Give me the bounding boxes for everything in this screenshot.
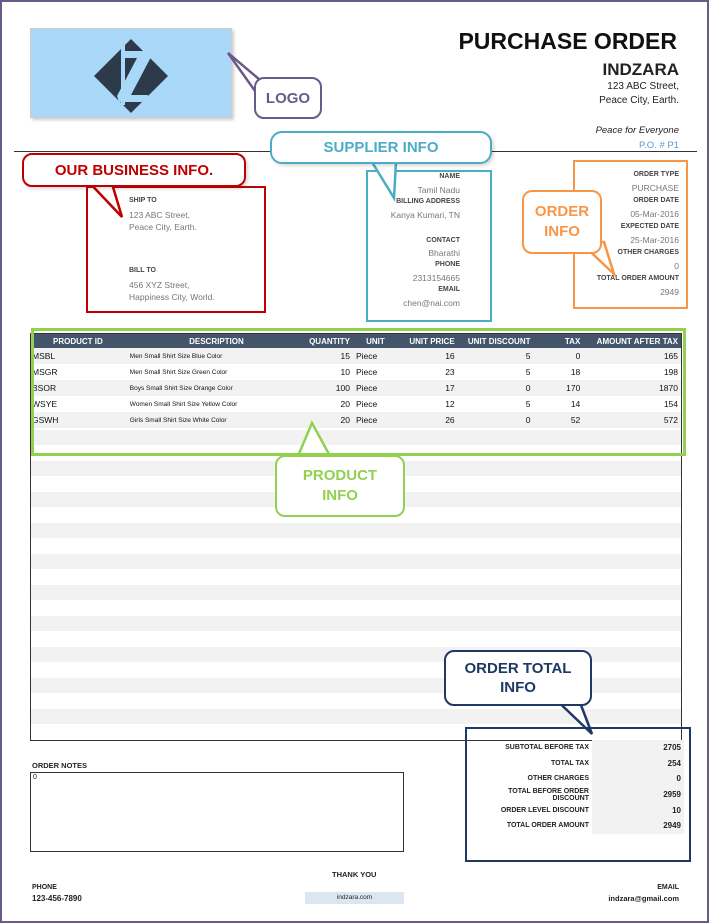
table-cell: 0 xyxy=(525,383,531,393)
business-callout: OUR BUSINESS INFO. xyxy=(22,153,246,187)
totals-value: 2949 xyxy=(592,818,684,834)
table-cell: 20 xyxy=(340,399,350,409)
totals-value: 254 xyxy=(592,756,684,772)
totals-label: OTHER CHARGES xyxy=(527,775,589,783)
table-cell: Piece xyxy=(355,415,378,425)
col-unit-price: UNIT PRICE xyxy=(398,334,458,348)
product-callout: PRODUCT INFO xyxy=(275,455,405,517)
col-unit: UNIT xyxy=(353,334,398,348)
bill-to-address: 456 XYZ Street, Happiness City, World. xyxy=(129,280,215,302)
table-cell: MSGR xyxy=(32,367,58,377)
col-amount: AMOUNT AFTER TAX xyxy=(583,334,681,348)
table-cell: 154 xyxy=(663,399,678,409)
totals-label: TOTAL BEFORE ORDER DISCOUNT xyxy=(508,787,589,802)
col-quantity: QUANTITY xyxy=(306,334,353,348)
table-cell: 23 xyxy=(445,367,455,377)
table-cell: GSWH xyxy=(32,415,59,425)
company-address: 123 ABC Street, Peace City, Earth. xyxy=(599,81,679,106)
table-cell: Men Small Shirt Size Green Color xyxy=(129,368,228,376)
po-number: P.O. # P1 xyxy=(639,140,679,151)
table-cell: 0 xyxy=(525,415,531,425)
totals-value: 0 xyxy=(592,771,684,787)
totals-value: 10 xyxy=(592,802,684,818)
footer-phone-label: PHONE xyxy=(32,884,57,891)
table-cell: 100 xyxy=(335,383,350,393)
table-cell: Women Small Shirt Size Yellow Color xyxy=(129,400,238,408)
table-cell: 198 xyxy=(663,367,678,377)
table-cell: 18 xyxy=(570,367,581,377)
thank-you: THANK YOU xyxy=(332,870,377,879)
order-details: ORDER TYPE PURCHASE ORDER DATE 05-Mar-2016 EXPECTED DATE 25-Mar-2016 OTHER CHARGES 0 TOTAL ORDER AMOUNT 2949 xyxy=(596,171,679,297)
table-cell: 16 xyxy=(445,351,455,361)
ship-to-label: SHIP TO xyxy=(129,197,157,204)
totals-label: SUBTOTAL BEFORE TAX xyxy=(505,744,589,752)
order-callout: ORDER INFO xyxy=(522,190,602,254)
company-logo xyxy=(30,28,232,118)
product-info-box xyxy=(31,328,686,456)
col-unit-discount: UNIT DISCOUNT xyxy=(458,334,534,348)
table-cell: BSOR xyxy=(32,383,57,393)
footer-email[interactable]: indzara@gmail.com xyxy=(608,894,679,903)
supplier-callout: SUPPLIER INFO xyxy=(270,131,492,164)
footer-email-label: EMAIL xyxy=(657,884,679,891)
col-product-id: PRODUCT ID xyxy=(31,334,127,348)
table-cell: Piece xyxy=(355,383,378,393)
ship-to-address: 123 ABC Street, Peace City, Earth. xyxy=(129,210,197,232)
supplier-callout-pointer xyxy=(360,158,410,208)
bill-to-label: BILL TO xyxy=(129,267,156,274)
table-cell: 0 xyxy=(575,351,581,361)
table-cell: 1870 xyxy=(659,383,678,393)
logo-mark-icon xyxy=(31,29,233,119)
table-cell: 12 xyxy=(445,399,455,409)
table-cell: 20 xyxy=(340,415,350,425)
table-cell: Piece xyxy=(355,367,378,377)
total-callout: ORDER TOTAL INFO xyxy=(444,650,592,706)
totals-value: 2705 xyxy=(592,740,684,756)
totals-value: 2959 xyxy=(592,787,684,803)
table-cell: 26 xyxy=(445,415,455,425)
table-cell: 165 xyxy=(663,351,678,361)
table-cell: 170 xyxy=(566,383,581,393)
col-description: DESCRIPTION xyxy=(127,334,306,348)
footer-phone: 123-456-7890 xyxy=(32,894,82,903)
company-tagline: Peace for Everyone xyxy=(595,125,679,136)
order-total-box xyxy=(465,727,691,862)
table-cell: WSYE xyxy=(32,399,58,409)
order-notes-field[interactable]: 0 xyxy=(30,772,404,852)
table-cell: 14 xyxy=(570,399,581,409)
totals-label: TOTAL TAX xyxy=(551,759,589,767)
order-notes-label: ORDER NOTES xyxy=(32,761,88,770)
logo-callout: LOGO xyxy=(254,77,322,119)
col-tax: TAX xyxy=(533,334,583,348)
table-cell: 5 xyxy=(525,367,531,377)
table-cell: 10 xyxy=(340,367,350,377)
table-cell: 52 xyxy=(570,415,581,425)
footer-website[interactable]: indzara.com xyxy=(305,892,404,904)
table-cell: MSBL xyxy=(32,351,56,361)
table-cell: Piece xyxy=(355,351,378,361)
table-cell: Piece xyxy=(355,399,378,409)
table-cell: 572 xyxy=(663,415,678,425)
totals-label: ORDER LEVEL DISCOUNT xyxy=(500,806,589,814)
table-cell: 5 xyxy=(525,351,531,361)
table-cell: 5 xyxy=(525,399,531,409)
table-cell: 17 xyxy=(445,383,455,393)
table-cell: Boys Small Shirt Size Orange Color xyxy=(129,384,233,392)
table-cell: Girls Small Shirt Size White Color xyxy=(129,416,227,424)
page-title: PURCHASE ORDER xyxy=(458,28,677,54)
company-name: INDZARA xyxy=(602,60,679,79)
totals-label: TOTAL ORDER AMOUNT xyxy=(506,822,589,830)
supplier-details: NAME Tamil Nadu BILLING ADDRESS Kanya Kumari, TN CONTACT Bharathi PHONE 2313154665 EMAIL chen@nai.com xyxy=(390,173,460,308)
table-cell: Men Small Shirt Size Blue Color xyxy=(129,352,223,360)
table-cell: 15 xyxy=(340,351,350,361)
